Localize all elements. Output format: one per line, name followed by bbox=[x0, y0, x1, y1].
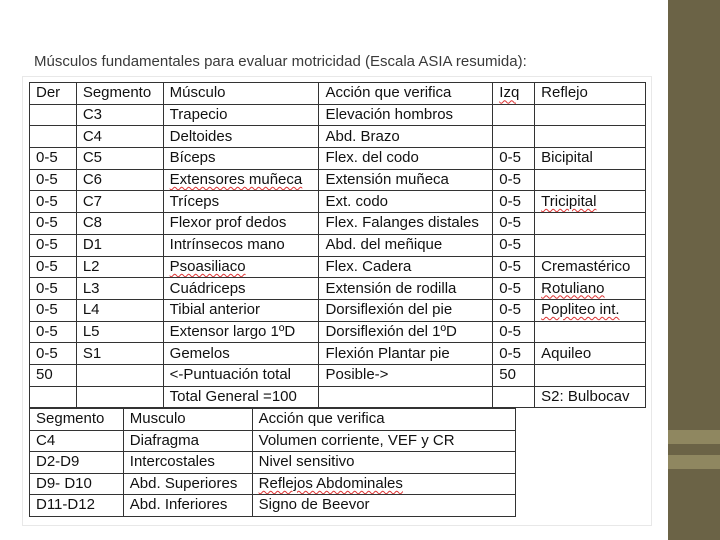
cell-reflejo: Rotuliano bbox=[535, 278, 646, 300]
cell-accion: Flex. Cadera bbox=[319, 256, 493, 278]
cell-musculo: Psoasiliaco bbox=[163, 256, 319, 278]
cell-der: 0-5 bbox=[30, 299, 77, 321]
cell-segmento: D2-D9 bbox=[30, 452, 124, 474]
cell-reflejo: Popliteo int. bbox=[535, 299, 646, 321]
cell-der: 0-5 bbox=[30, 321, 77, 343]
table-header-row bbox=[30, 409, 516, 431]
cell-accion: Dorsiflexión del pie bbox=[319, 299, 493, 321]
cell-segmento: L5 bbox=[76, 321, 163, 343]
side-accent-stripe bbox=[668, 430, 720, 444]
cell-izq: 0-5 bbox=[493, 213, 535, 235]
cell-segmento: L4 bbox=[76, 299, 163, 321]
cell-der: 0-5 bbox=[30, 234, 77, 256]
slide-title: Músculos fundamentales para evaluar motricidad (Escala ASIA resumida): bbox=[34, 53, 527, 70]
cell-izq: 0-5 bbox=[493, 299, 535, 321]
respiratory-muscles-table bbox=[29, 408, 516, 517]
total-reflex-empty bbox=[535, 364, 646, 386]
cell-reflejo bbox=[535, 321, 646, 343]
cell-reflejo bbox=[535, 169, 646, 191]
cell-izq: 0-5 bbox=[493, 234, 535, 256]
cell-segmento: L3 bbox=[76, 278, 163, 300]
header-musculo: Músculo bbox=[163, 83, 319, 105]
cell-segmento: C3 bbox=[76, 104, 163, 126]
cell-segmento: C6 bbox=[76, 169, 163, 191]
cell-der: 0-5 bbox=[30, 213, 77, 235]
general-empty bbox=[76, 386, 163, 408]
cell-segmento: C5 bbox=[76, 148, 163, 170]
cell-accion: Dorsiflexión del 1ºD bbox=[319, 321, 493, 343]
cell-segmento: S1 bbox=[76, 343, 163, 365]
cell-segmento: C4 bbox=[76, 126, 163, 148]
cell-accion: Flexión Plantar pie bbox=[319, 343, 493, 365]
table-row bbox=[30, 234, 646, 256]
cell-der bbox=[30, 104, 77, 126]
table-row bbox=[30, 430, 516, 452]
cell-der: 0-5 bbox=[30, 343, 77, 365]
header-segmento: Segmento bbox=[30, 409, 124, 431]
cell-accion: Elevación hombros bbox=[319, 104, 493, 126]
cell-musculo: Deltoides bbox=[163, 126, 319, 148]
cell-der: 0-5 bbox=[30, 256, 77, 278]
cell-der bbox=[30, 126, 77, 148]
cell-izq: 0-5 bbox=[493, 169, 535, 191]
cell-accion: Ext. codo bbox=[319, 191, 493, 213]
total-empty bbox=[76, 364, 163, 386]
table-row bbox=[30, 126, 646, 148]
header-musculo: Musculo bbox=[123, 409, 252, 431]
cell-musculo: Abd. Inferiores bbox=[123, 495, 252, 517]
cell-segmento: C4 bbox=[30, 430, 124, 452]
table-row bbox=[30, 213, 646, 235]
cell-accion: Abd. del meñique bbox=[319, 234, 493, 256]
cell-accion: Extensión muñeca bbox=[319, 169, 493, 191]
cell-reflejo: Bicipital bbox=[535, 148, 646, 170]
cell-reflejo: Tricipital bbox=[535, 191, 646, 213]
cell-segmento: D1 bbox=[76, 234, 163, 256]
cell-izq: 0-5 bbox=[493, 256, 535, 278]
header-reflejo: Reflejo bbox=[535, 83, 646, 105]
cell-accion: Abd. Brazo bbox=[319, 126, 493, 148]
cell-reflejo: Aquileo bbox=[535, 343, 646, 365]
cell-accion: Volumen corriente, VEF y CR bbox=[252, 430, 515, 452]
cell-musculo: Trapecio bbox=[163, 104, 319, 126]
general-empty bbox=[319, 386, 493, 408]
table-row bbox=[30, 343, 646, 365]
table-row bbox=[30, 299, 646, 321]
header-accion: Acción que verifica bbox=[252, 409, 515, 431]
table-row bbox=[30, 148, 646, 170]
general-empty bbox=[30, 386, 77, 408]
cell-reflejo bbox=[535, 213, 646, 235]
cell-musculo: Cuádriceps bbox=[163, 278, 319, 300]
general-reflex: S2: Bulbocav bbox=[535, 386, 646, 408]
cell-izq: 0-5 bbox=[493, 148, 535, 170]
cell-izq bbox=[493, 126, 535, 148]
cell-segmento: L2 bbox=[76, 256, 163, 278]
side-accent-stripe bbox=[668, 455, 720, 469]
cell-reflejo: Cremastérico bbox=[535, 256, 646, 278]
table-row bbox=[30, 495, 516, 517]
table-row bbox=[30, 278, 646, 300]
table-row bbox=[30, 191, 646, 213]
cell-musculo: Extensores muñeca bbox=[163, 169, 319, 191]
table-row bbox=[30, 256, 646, 278]
cell-accion: Flex. del codo bbox=[319, 148, 493, 170]
total-der: 50 bbox=[30, 364, 77, 386]
cell-accion: Nivel sensitivo bbox=[252, 452, 515, 474]
cell-accion: Flex. Falanges distales bbox=[319, 213, 493, 235]
cell-reflejo bbox=[535, 104, 646, 126]
cell-der: 0-5 bbox=[30, 148, 77, 170]
cell-der: 0-5 bbox=[30, 169, 77, 191]
general-total-label: Total General =100 bbox=[163, 386, 319, 408]
total-label: <-Puntuación total bbox=[163, 364, 319, 386]
cell-segmento: C8 bbox=[76, 213, 163, 235]
cell-musculo: Flexor prof dedos bbox=[163, 213, 319, 235]
header-segmento: Segmento bbox=[76, 83, 163, 105]
header-accion: Acción que verifica bbox=[319, 83, 493, 105]
cell-segmento: D11-D12 bbox=[30, 495, 124, 517]
cell-segmento: D9- D10 bbox=[30, 473, 124, 495]
table-row bbox=[30, 169, 646, 191]
cell-izq: 0-5 bbox=[493, 343, 535, 365]
cell-musculo: Tríceps bbox=[163, 191, 319, 213]
total-possible: Posible-> bbox=[319, 364, 493, 386]
cell-reflejo bbox=[535, 234, 646, 256]
cell-musculo: Intercostales bbox=[123, 452, 252, 474]
header-izq: Izq bbox=[493, 83, 535, 105]
cell-musculo: Diafragma bbox=[123, 430, 252, 452]
cell-izq: 0-5 bbox=[493, 191, 535, 213]
table-row bbox=[30, 321, 646, 343]
table-row bbox=[30, 473, 516, 495]
cell-musculo: Bíceps bbox=[163, 148, 319, 170]
cell-izq: 0-5 bbox=[493, 321, 535, 343]
cell-reflejo bbox=[535, 126, 646, 148]
cell-musculo: Tibial anterior bbox=[163, 299, 319, 321]
total-izq: 50 bbox=[493, 364, 535, 386]
cell-musculo: Intrínsecos mano bbox=[163, 234, 319, 256]
cell-accion: Signo de Beevor bbox=[252, 495, 515, 517]
cell-der: 0-5 bbox=[30, 278, 77, 300]
general-total-row bbox=[30, 386, 646, 408]
table-row bbox=[30, 452, 516, 474]
total-row bbox=[30, 364, 646, 386]
cell-musculo: Extensor largo 1ºD bbox=[163, 321, 319, 343]
cell-der: 0-5 bbox=[30, 191, 77, 213]
cell-musculo: Abd. Superiores bbox=[123, 473, 252, 495]
header-der: Der bbox=[30, 83, 77, 105]
cell-izq: 0-5 bbox=[493, 278, 535, 300]
cell-accion: Reflejos Abdominales bbox=[252, 473, 515, 495]
motor-muscles-table bbox=[29, 82, 646, 408]
table-header-row bbox=[30, 83, 646, 105]
cell-segmento: C7 bbox=[76, 191, 163, 213]
cell-musculo: Gemelos bbox=[163, 343, 319, 365]
cell-accion: Extensión de rodilla bbox=[319, 278, 493, 300]
table-row bbox=[30, 104, 646, 126]
general-empty bbox=[493, 386, 535, 408]
cell-izq bbox=[493, 104, 535, 126]
